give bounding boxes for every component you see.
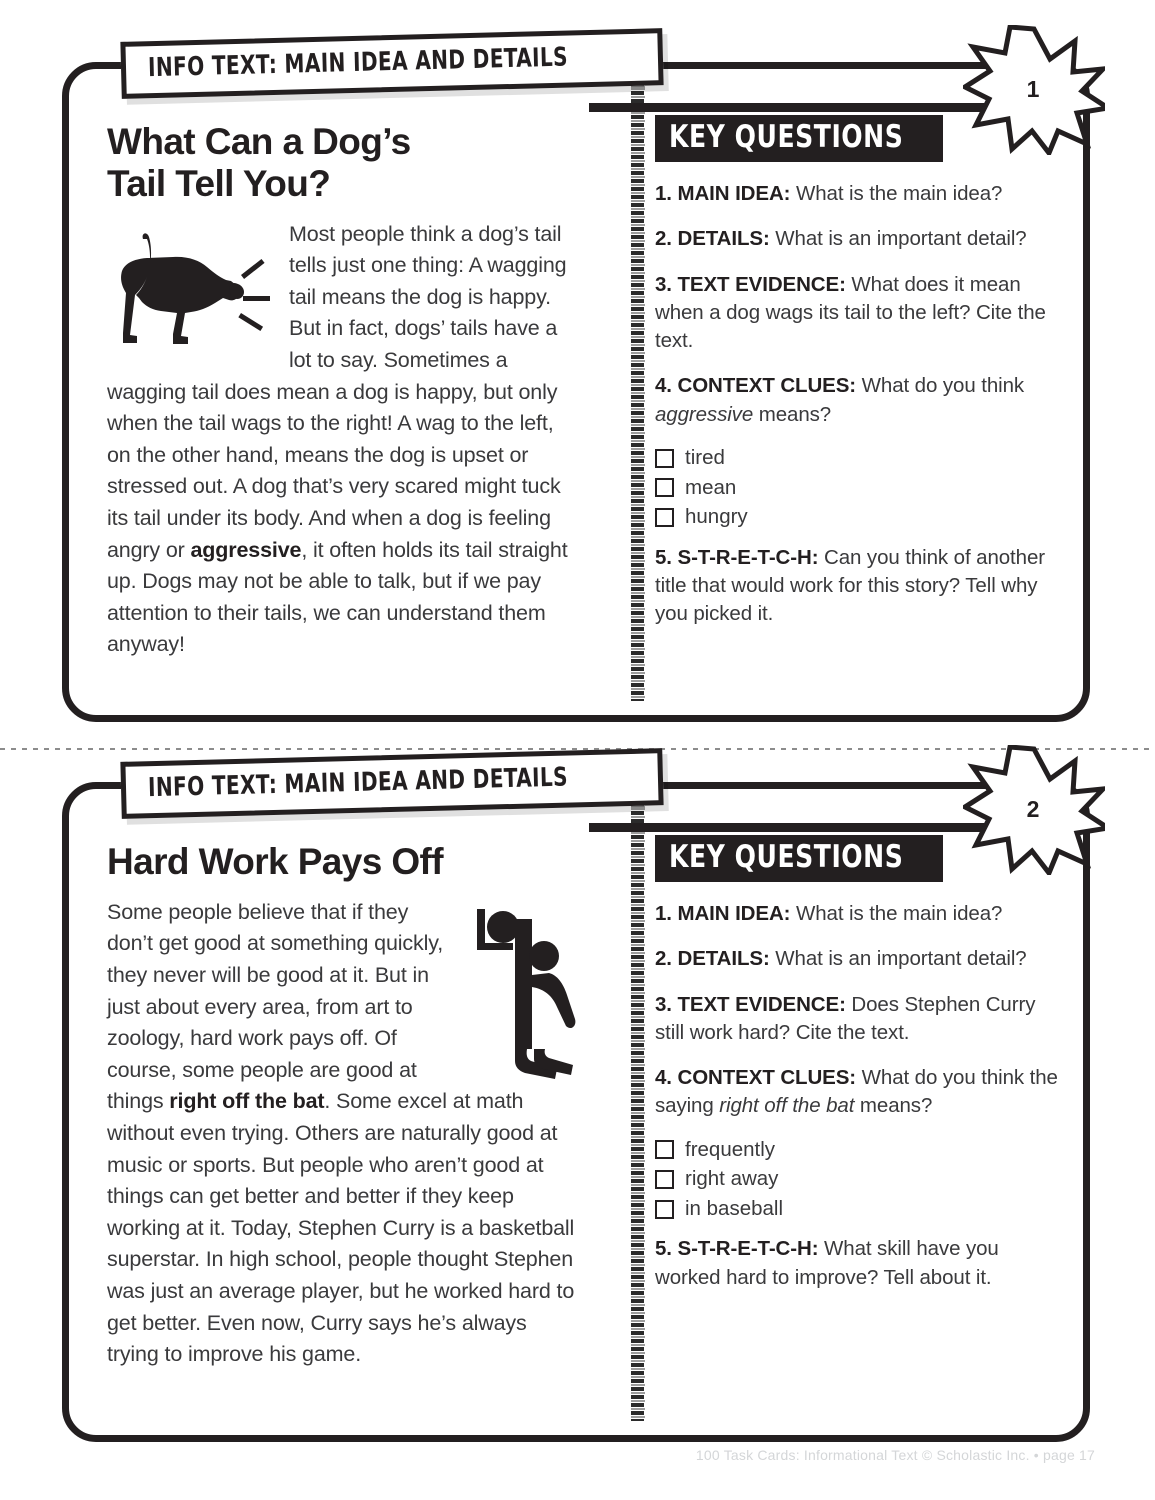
card-banner-2 [121, 755, 663, 812]
question-5-stretch [655, 1235, 1061, 1292]
dog-barking-icon [103, 223, 275, 351]
question-5-label: 5. S-T-R-E-T-C-H: [655, 545, 819, 569]
key-questions-label: KEY QUESTIONS [669, 839, 904, 875]
story-body-part-3: , it often holds its tail straight up. Dogs may not be able to talk, but if we pay attention to their tails, we can understand them anyway! [107, 537, 568, 657]
answer-choice[interactable] [655, 1167, 1061, 1192]
task-card-2 [62, 762, 1090, 1442]
question-5-text: Can you think of another title that would work for this story? Tell why you picked it. [655, 545, 1045, 626]
story-title [107, 121, 581, 205]
story-body-bold-term: aggressive [190, 537, 302, 562]
question-1 [655, 900, 1061, 928]
answer-choice[interactable] [655, 1138, 1061, 1163]
page-footer: 100 Task Cards: Informational Text © Scholastic Inc. • page 17 [695, 1447, 1095, 1463]
checkbox-icon[interactable] [655, 1170, 674, 1189]
story-column-2 [69, 789, 617, 1435]
question-3-text: What does it mean when a dog wags its tail to the left? Cite the text. [655, 272, 1046, 353]
question-4-label: 4. CONTEXT CLUES: [655, 374, 857, 398]
story-title-line-2: Tail Tell You? [107, 162, 331, 204]
answer-choice-label: tired [685, 445, 725, 469]
answer-choice[interactable] [655, 446, 1061, 471]
questions-column-1 [617, 69, 1083, 715]
question-3-label: 3. TEXT EVIDENCE: [655, 272, 846, 296]
key-questions-heading [655, 115, 943, 162]
question-4-vocab-word: right off the bat [719, 1094, 855, 1118]
question-4-text: What do you think [856, 374, 1025, 398]
story-column-1 [69, 69, 617, 715]
card-banner-1 [121, 35, 663, 92]
question-2 [655, 225, 1061, 253]
question-4-vocab-word: aggressive [655, 402, 754, 426]
checkbox-icon[interactable] [655, 478, 674, 497]
task-card-1 [62, 42, 1090, 722]
question-4-text-after: means? [753, 402, 832, 426]
banner-label: INFO TEXT: MAIN IDEA AND DETAILS [147, 762, 569, 804]
story-body-part-1: Most people think a dog’s tail tells just one thing: A wagging tail means the dog is happy. But in fact, dogs’ tails have a lot to say. Sometimes a wagging tail does mean a dog is happy, but only when the tail wags to the right! A wag to the left, on the other hand, means the dog is upset or stressed out. A dog that’s very scared might tuck its tail under its body. And when a dog is feeling angry or [107, 221, 567, 562]
basketball-dunk-icon [471, 903, 583, 1081]
question-2-text: What is an important detail? [769, 947, 1027, 971]
question-4-text-after: means? [854, 1094, 933, 1118]
checkbox-icon[interactable] [655, 449, 674, 468]
question-4 [655, 372, 1061, 429]
answer-choice-label: mean [685, 475, 737, 499]
answer-choice-list [655, 1138, 1061, 1222]
question-5-stretch [655, 544, 1061, 629]
key-questions-heading [655, 835, 943, 882]
question-2-label: 2. DETAILS: [655, 947, 770, 971]
story-body-bold-term: right off the bat [169, 1089, 325, 1114]
card-number-label: 1 [1026, 75, 1040, 102]
question-1-label: 1. MAIN IDEA: [655, 902, 791, 925]
key-questions-label: KEY QUESTIONS [669, 119, 904, 155]
question-2-label: 2. DETAILS: [655, 227, 770, 251]
answer-choice[interactable] [655, 476, 1061, 501]
story-body-part-1: Some people believe that if they don’t get good at something quickly, they never will be good at it. But in just about every area, from art to zoology, hard work pays off. Of course, some people are good at things [107, 899, 444, 1114]
story-title-line-1: Hard Work Pays Off [107, 841, 444, 882]
question-2-text: What is an important detail? [769, 227, 1027, 251]
question-1-label: 1. MAIN IDEA: [655, 182, 791, 205]
question-5-text: What skill have you worked hard to improve? Tell about it. [655, 1237, 999, 1289]
question-5-label: 5. S-T-R-E-T-C-H: [655, 1237, 819, 1261]
question-1 [655, 180, 1061, 208]
answer-choice-label: in baseball [685, 1196, 784, 1220]
answer-choice[interactable] [655, 1197, 1061, 1222]
checkbox-icon[interactable] [655, 1140, 674, 1159]
card-number-badge-1 [963, 25, 1105, 155]
question-2 [655, 945, 1061, 973]
answer-choice-label: right away [685, 1167, 779, 1191]
banner-connector-rule-1 [589, 103, 987, 112]
card-number-badge-2 [963, 745, 1105, 875]
question-3 [655, 991, 1061, 1048]
story-title [107, 841, 581, 883]
answer-choice-list [655, 446, 1061, 530]
card-number-label: 2 [1026, 795, 1040, 822]
question-4 [655, 1064, 1061, 1121]
checkbox-icon[interactable] [655, 1200, 674, 1219]
banner-connector-rule-2 [589, 823, 987, 832]
question-3 [655, 271, 1061, 356]
answer-choice[interactable] [655, 505, 1061, 530]
question-4-text: What do you think the saying [655, 1066, 1058, 1118]
story-title-line-1: What Can a Dog’s [107, 121, 411, 162]
question-3-label: 3. TEXT EVIDENCE: [655, 992, 846, 1016]
checkbox-icon[interactable] [655, 508, 674, 527]
answer-choice-label: hungry [685, 505, 748, 529]
question-1-text: What is the main idea? [790, 182, 1003, 205]
question-4-label: 4. CONTEXT CLUES: [655, 1066, 857, 1090]
question-3-text: Does Stephen Curry still work hard? Cite the text. [655, 992, 1036, 1044]
banner-label: INFO TEXT: MAIN IDEA AND DETAILS [147, 42, 569, 84]
question-1-text: What is the main idea? [790, 902, 1003, 925]
questions-column-2 [617, 789, 1083, 1435]
story-body-part-3: . Some excel at math without even trying. Others are naturally good at music or sports. But people who aren’t good at things can get better and better if they keep working at it. Today, Stephen Curry is a basketball superstar. In high school, people thought Stephen was just an average player, but he worked hard to get better. Even now, Curry says he’s always trying to improve his game. [107, 1089, 575, 1367]
answer-choice-label: frequently [685, 1137, 776, 1161]
